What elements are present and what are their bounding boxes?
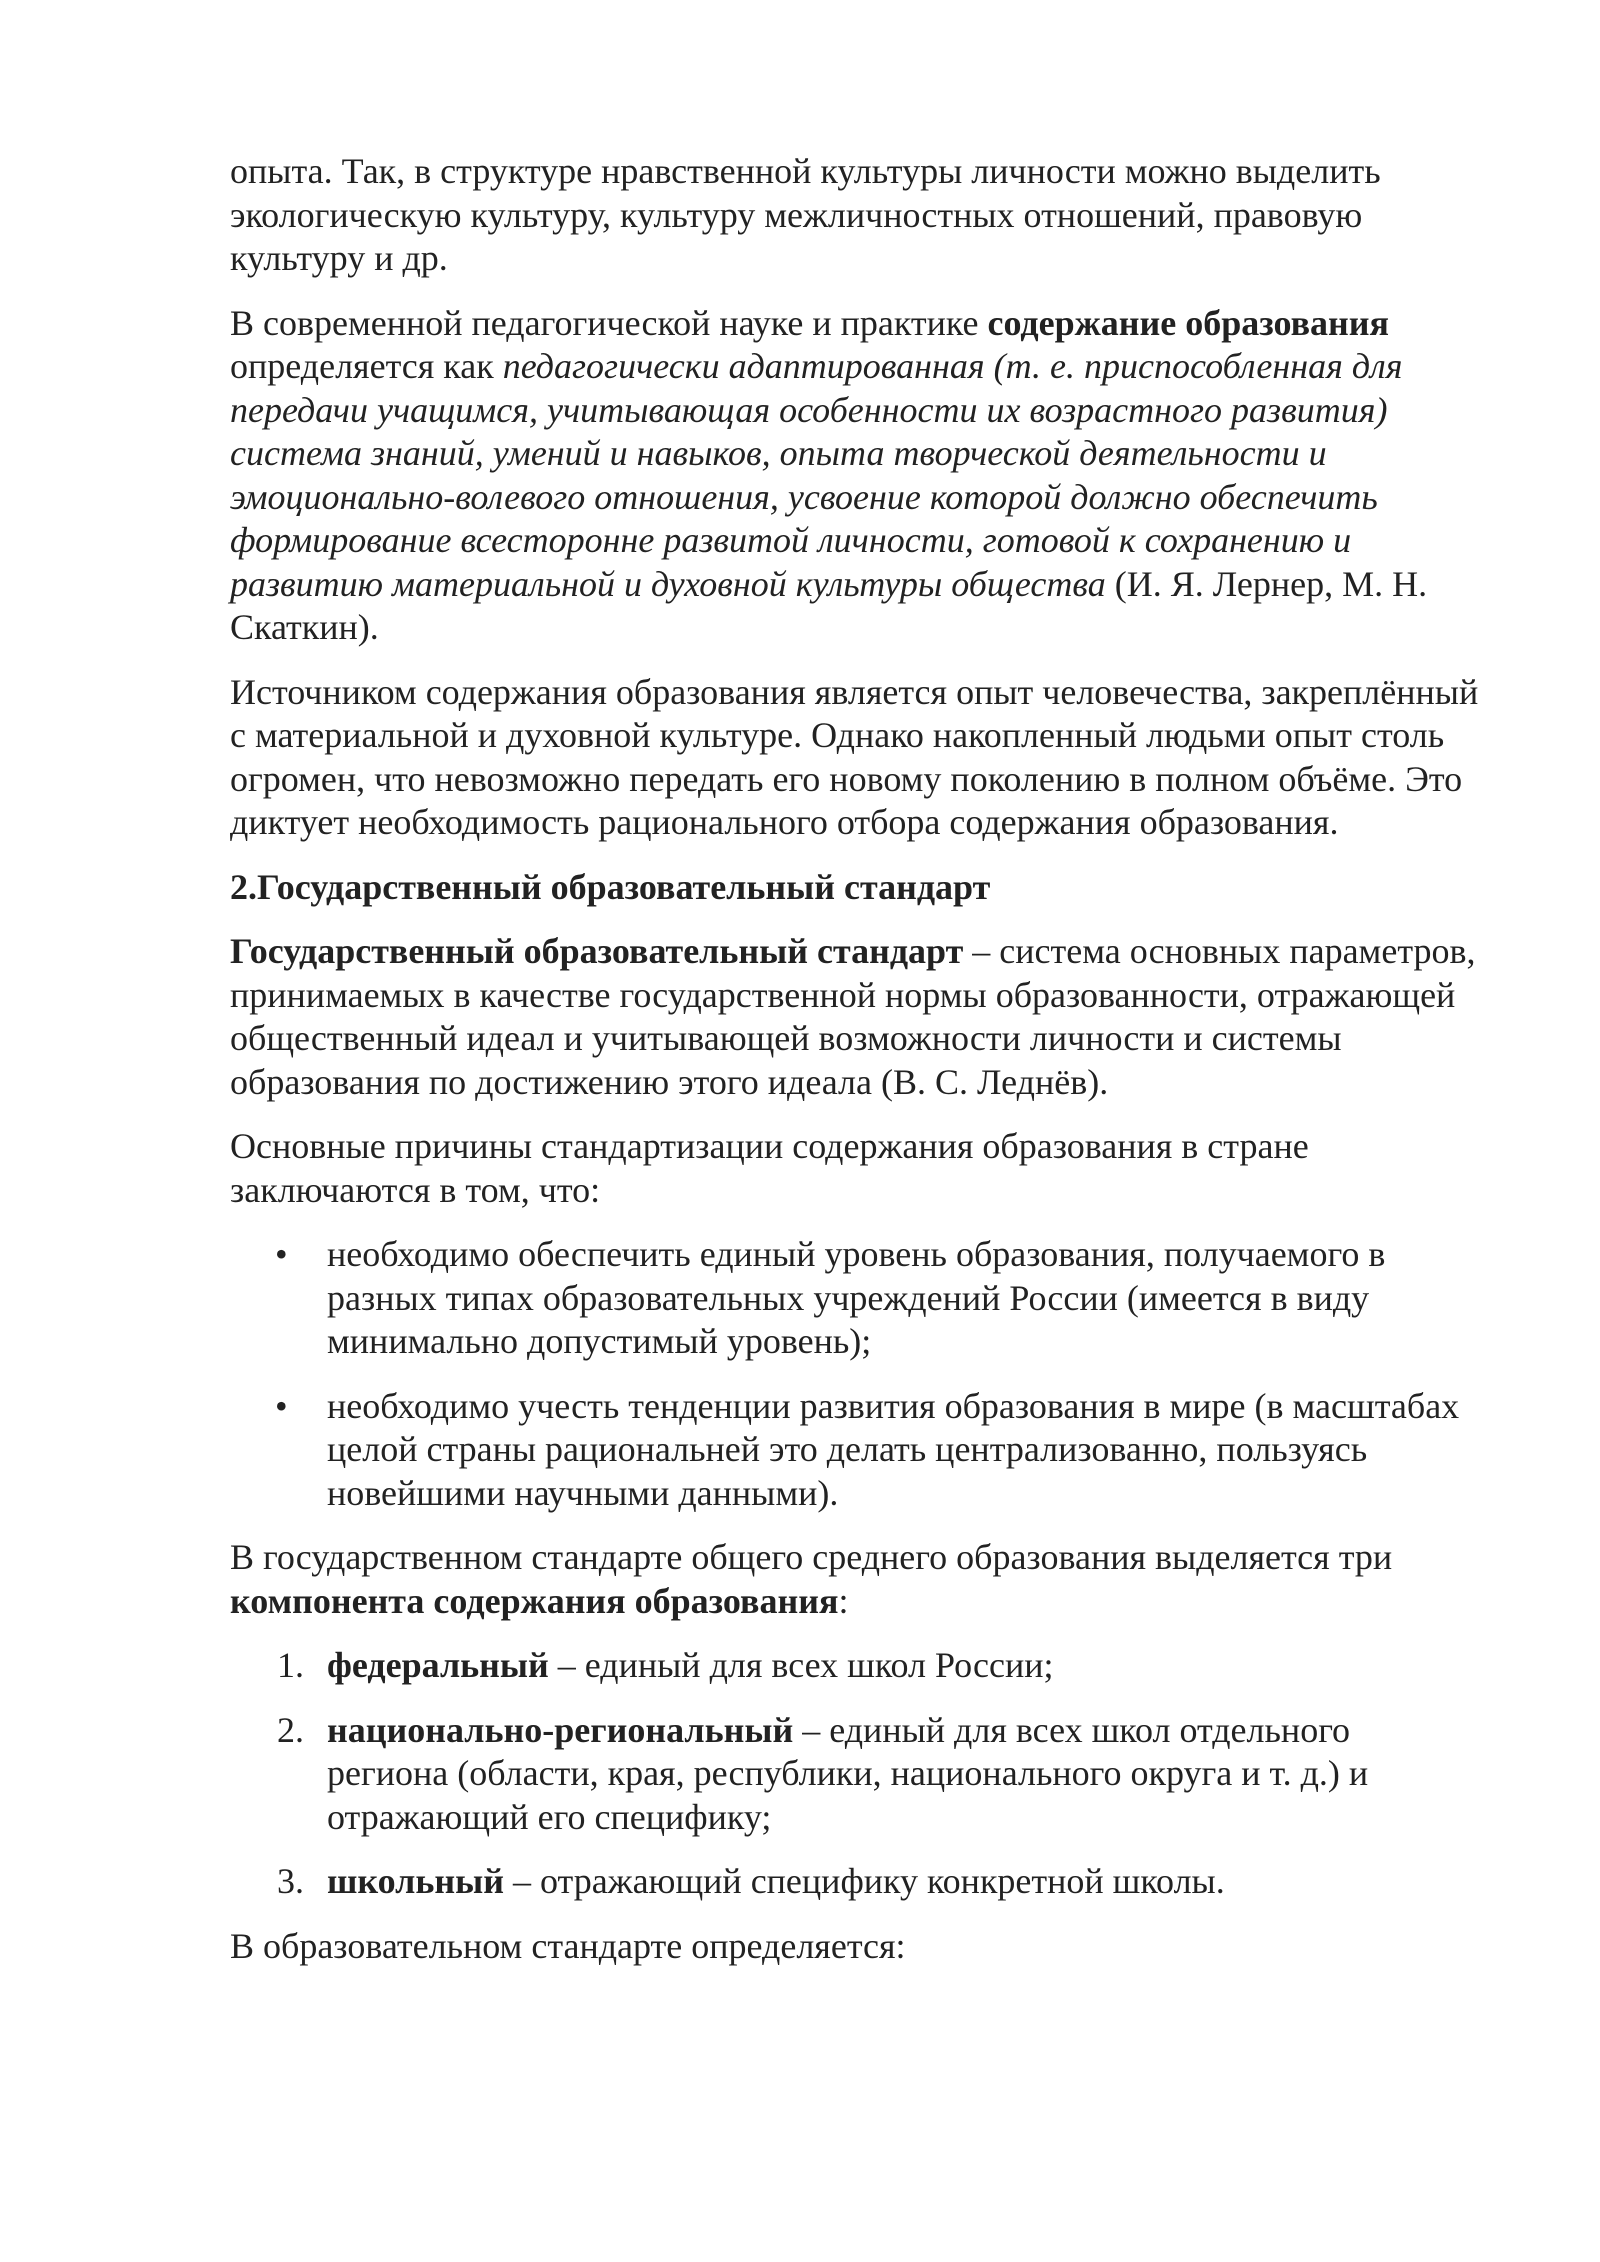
list-number: 2.: [277, 1709, 304, 1750]
paragraph-closing: В образовательном стандарте определяется:: [230, 1925, 906, 1966]
list-item: [230, 1385, 1480, 1516]
component-term: национально-региональный: [327, 1709, 794, 1750]
list-item: [230, 1233, 1480, 1364]
authors-citation: (И. Я. Лернер, М. Н. Скаткин).: [230, 563, 1428, 647]
bullet-icon: •: [275, 1385, 288, 1426]
component-text: – единый для всех школ России;: [548, 1645, 1054, 1685]
list-item-text: необходимо обеспечить единый уровень образования, получаемого в разных типах образовательных учреждений России (имеется в виду минимально допустимый уровень);: [327, 1234, 1386, 1361]
list-item: [230, 1644, 1480, 1688]
term-components: компонента содержания образования: [230, 1580, 839, 1621]
text: В государственном стандарте общего среднего образования выделяется три: [230, 1537, 1393, 1577]
component-term: федеральный: [327, 1645, 549, 1685]
text: :: [838, 1580, 849, 1621]
paragraph-components-intro: [230, 1536, 1480, 1623]
paragraph-moral-culture: опыта. Так, в структуре нравственной культуры личности можно выделить экологическую культуру, культуру межличностных отношений, правовую культуру и др.: [230, 151, 1381, 278]
component-text: – отражающий специфику конкретной школы.: [504, 1861, 1225, 1901]
reasons-list: [230, 1233, 1480, 1515]
components-list: [230, 1644, 1480, 1904]
section-heading: 2.Государственный образовательный стандарт: [230, 866, 991, 907]
component-term: школьный: [327, 1861, 505, 1901]
text: определяется как: [230, 346, 503, 386]
paragraph-standard-definition: [230, 930, 1480, 1104]
text: – система основных параметров, принимаемых в качестве государственной нормы образованности, отражающей общественный идеал и учитывающей возможности личности и системы образования по достижению этого идеала (В. С. Леднёв).: [230, 931, 1476, 1102]
bullet-icon: •: [275, 1234, 288, 1274]
list-item: [230, 1709, 1480, 1840]
component-text: – единый для всех школ отдельного региона (области, края, республики, национального округа и т. д.) и отражающий его специфику;: [327, 1709, 1369, 1837]
paragraph-reasons-intro: Основные причины стандартизации содержания образования в стране заключаются в том, что:: [230, 1126, 1309, 1210]
list-number: 1.: [277, 1645, 304, 1685]
document-page: [230, 150, 1480, 1989]
text: В современной педагогической науке и практике: [230, 302, 988, 343]
list-number: 3.: [277, 1861, 304, 1901]
paragraph-source-of-content: Источником содержания образования является опыт человечества, закреплённый с материальной и духовной культуре. Однако накопленный людьми опыт столь огромен, что невозможно передать его новому поколению в полном объёме. Это диктует необходимость рационального отбора содержания образования.: [230, 671, 1479, 842]
list-item-text: необходимо учесть тенденции развития образования в мире (в масштабах целой страны рациональней это делать централизованно, пользуясь новейшими научными данными).: [327, 1385, 1460, 1513]
definition-italic: педагогически адаптированная (т. е. приспособленная для передачи учащимся, учитывающая особенности их возрастного развития) система знаний, умений и навыков, опыта творческой деятельности и эмоционально-волевого отношения, усвоение которой должно обеспечить формирование всесторонне развитой личности, готовой к сохранению и развитию материальной и духовной культуры общества: [230, 346, 1403, 604]
list-item: [230, 1860, 1480, 1904]
term-state-standard: Государственный образовательный стандарт: [230, 931, 964, 971]
paragraph-content-definition: [230, 302, 1480, 650]
term-content-of-education: содержание образования: [987, 302, 1389, 343]
